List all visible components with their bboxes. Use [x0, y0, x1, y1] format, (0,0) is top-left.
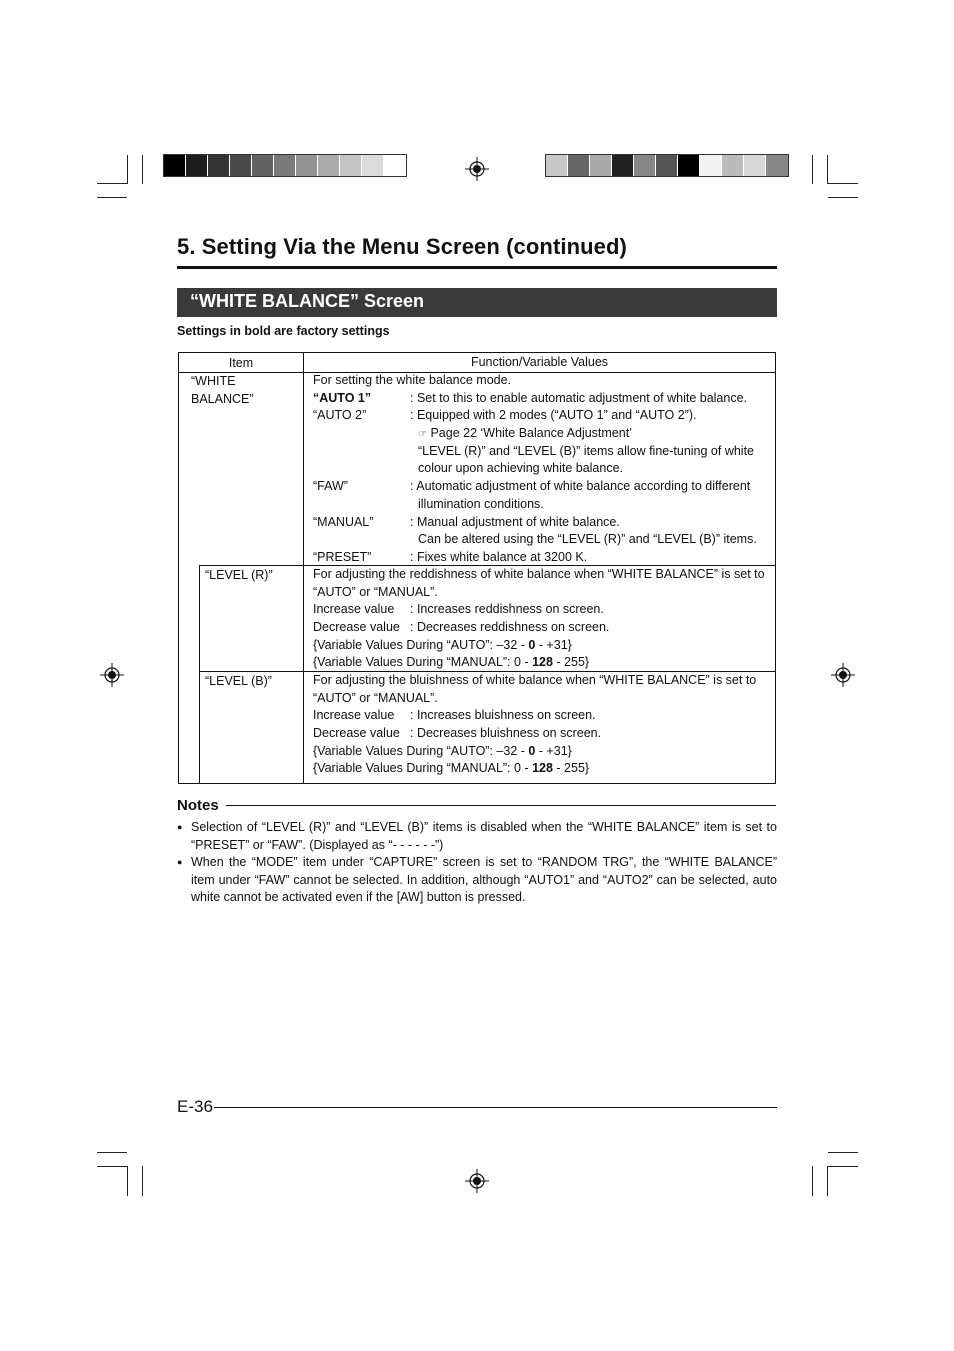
color-swatch: [700, 155, 722, 176]
notes-heading: Notes: [177, 797, 219, 814]
wb-intro: For setting the white balance mode.: [313, 373, 512, 387]
item-level-r: “LEVEL (R)”: [205, 568, 273, 582]
wb-option-auto1: “AUTO 1” : Set to this to enable automatic adjustment of white balance.: [313, 390, 748, 405]
footer-rule: [214, 1107, 777, 1108]
page-number: E-36: [177, 1097, 213, 1116]
color-swatch: [656, 155, 678, 176]
column-header-function: Function/Variable Values: [470, 355, 609, 369]
note-item: ● Selection of “LEVEL (R)” and “LEVEL (B)” items is disabled when the “WHITE BALANCE” item is set to “PRESET” or “FAW”. (Displayed as “- - - - - -”): [177, 820, 777, 852]
color-swatch: [252, 155, 274, 176]
color-swatch: [340, 155, 362, 176]
color-bar-right: [545, 154, 789, 177]
white-balance-function: For setting the white balance mode. “AUTO 1” : Set to this to enable automatic adjustment of white balance. “AUTO 2” : Equipped with 2 modes (“AUTO 1” and “AUTO 2”). ☞ Page 22 ‘White Balance Adjustment’ “LEVEL (R)” and “LEVEL (B)” items allow fine-tuning of white colour upon achieving white balance. “FAW” : Automatic adjustment of white balance according to different illumination conditions. “MANUAL” : Manual adjustment of white balance. Can be altered using the “LEVEL (R)” and “LEVEL (B)” items. “PRESET” : Fixes white balance at 3200 K.: [313, 372, 773, 567]
item-white-balance: “WHITE BALANCE”: [191, 374, 254, 406]
page-title: 5. Setting Via the Menu Screen (continued): [177, 234, 627, 259]
color-swatch: [766, 155, 788, 176]
level-r-function: For adjusting the reddishness of white balance when “WHITE BALANCE” is set to “AUTO” or “MANUAL”. Increase value : Increases reddishness on screen. Decrease value : Decreases reddishness on screen. {Variable Values During “AUTO”: –32 - 0 - +31} {Variable Values During “MANUAL”: 0 - 128 - 255}: [313, 567, 765, 670]
color-swatch: [164, 155, 186, 176]
registration-mark-icon: [465, 1169, 489, 1193]
bullet-icon: ●: [177, 822, 183, 832]
reference-hand-icon: ☞: [418, 429, 427, 441]
title-rule: [177, 266, 777, 269]
color-swatch: [208, 155, 230, 176]
color-bar-left: [163, 154, 407, 177]
color-swatch: [568, 155, 590, 176]
color-swatch: [186, 155, 208, 176]
factory-settings-note: Settings in bold are factory settings: [177, 324, 390, 338]
note-item: ● When the “MODE” item under “CAPTURE” screen is set to “RANDOM TRG”, the “WHITE BALANCE” item under “FAW” cannot be selected. In addition, although “AUTO1” and “AUTO2” can be selected, auto white cannot be activated even if the [AW] button is pressed.: [177, 855, 777, 905]
color-swatch: [612, 155, 634, 176]
color-swatch: [274, 155, 296, 176]
column-header-item: Item: [228, 356, 254, 370]
color-swatch: [230, 155, 252, 176]
wb-option-auto2: “AUTO 2” : Equipped with 2 modes (“AUTO 1” and “AUTO 2”).: [313, 408, 697, 423]
color-swatch: [590, 155, 612, 176]
settings-table: [178, 352, 776, 784]
level-b-function: For adjusting the bluishness of white balance when “WHITE BALANCE” is set to “AUTO” or “MANUAL”. Increase value : Increases bluishness on screen. Decrease value : Decreases bluishness on screen. {Variable Values During “AUTO”: –32 - 0 - +31} {Variable Values During “MANUAL”: 0 - 128 - 255}: [313, 673, 757, 776]
registration-mark-icon: [100, 663, 124, 687]
wb-option-manual: “MANUAL” : Manual adjustment of white balance.: [313, 514, 620, 529]
wb-option-preset: “PRESET” : Fixes white balance at 3200 K.: [313, 549, 588, 564]
bullet-icon: ●: [177, 857, 183, 867]
section-heading: “WHITE BALANCE” Screen: [177, 288, 777, 317]
wb-option-faw: “FAW” : Automatic adjustment of white balance according to different: [313, 479, 751, 494]
color-swatch: [384, 155, 406, 176]
color-swatch: [546, 155, 568, 176]
color-swatch: [678, 155, 700, 176]
color-swatch: [318, 155, 340, 176]
notes-rule: [226, 805, 776, 806]
color-swatch: [722, 155, 744, 176]
registration-mark-icon: [465, 157, 489, 181]
color-swatch: [296, 155, 318, 176]
wb-auto2-reference: ☞ Page 22 ‘White Balance Adjustment’: [418, 426, 632, 441]
item-level-b: “LEVEL (B)”: [205, 674, 272, 688]
color-swatch: [362, 155, 384, 176]
color-swatch: [744, 155, 766, 176]
registration-mark-icon: [831, 663, 855, 687]
color-swatch: [634, 155, 656, 176]
